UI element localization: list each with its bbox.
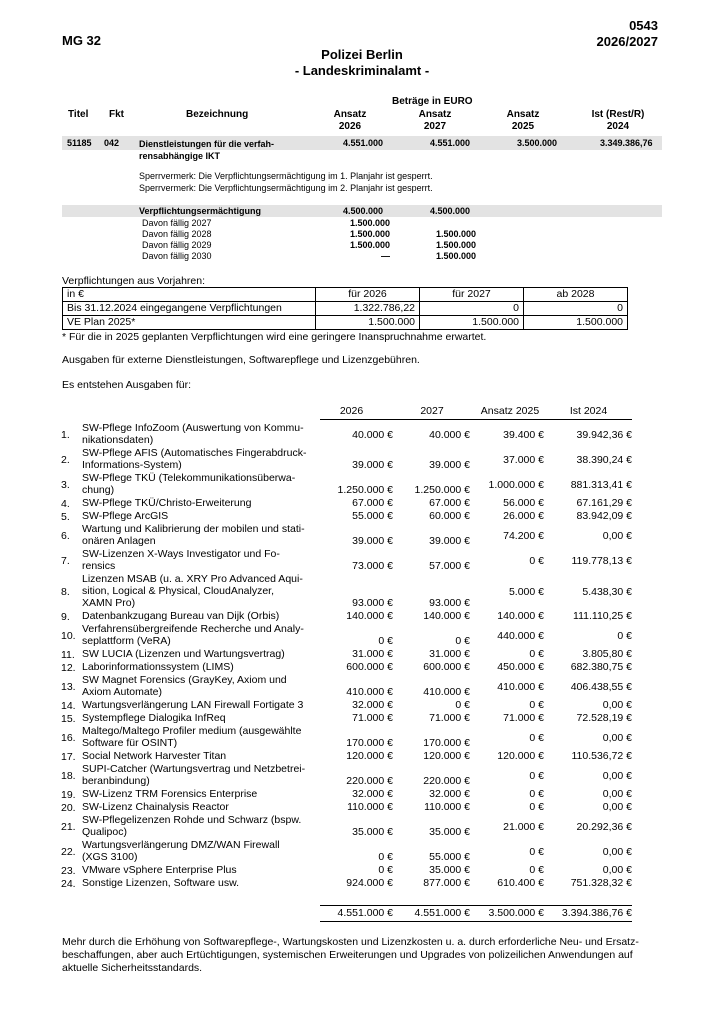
vorjahre-footnote: * Für die in 2025 geplanten Verpflichtungen wird eine geringere Inanspruchnahme erwartet.: [62, 331, 487, 343]
item-description-line: SW-Pflege TKÜ (Telekommunikationsüberwa-: [82, 472, 296, 484]
item-2027: 67.000 €: [429, 497, 470, 509]
main-row-2027: 4.551.000: [430, 138, 471, 148]
item-2025: 71.000 €: [503, 712, 544, 724]
total-2027: 4.551.000 €: [414, 907, 470, 919]
item-description: [82, 523, 314, 547]
ve-due-label: Davon fällig 2029: [142, 240, 212, 250]
item-description-line: Systempflege Dialogika InfReq: [82, 712, 226, 724]
item-2027: 55.000 €: [429, 851, 470, 863]
page-code: 0543: [629, 18, 658, 33]
item-description-line: SW-Lizenz TRM Forensics Enterprise: [82, 788, 258, 800]
item-2026: 39.000 €: [352, 535, 393, 547]
ve-2026: 4.500.000: [343, 206, 384, 216]
item-2025: 21.000 €: [503, 820, 544, 833]
vorjahre-header-cell: für 2027: [420, 288, 524, 302]
col-bezeichnung: Bezeichnung: [186, 109, 249, 120]
item-description: [82, 750, 314, 762]
vorjahre-header-cell: in €: [63, 288, 316, 302]
sperrvermerk-2: Sperrvermerk: Die Verpflichtungsermächtigung im 2. Planjahr ist gesperrt.: [139, 183, 433, 193]
item-2026: 39.000 €: [352, 459, 393, 471]
totals-underline: [320, 921, 632, 922]
totals-rule: [320, 905, 632, 906]
total-2026: 4.551.000 €: [337, 907, 393, 919]
item-ist-2024: 0,00 €: [602, 801, 632, 813]
item-number: 2.: [61, 453, 70, 466]
item-description-line: seplattform (VeRA): [82, 635, 171, 647]
item-ist-2024: 881.313,41 €: [570, 478, 632, 491]
vorjahre-cell: Bis 31.12.2024 eingegangene Verpflichtungen: [63, 302, 316, 316]
item-description-line: beranbindung): [82, 775, 150, 787]
item-2027: 39.000 €: [429, 535, 470, 547]
item-2026: 1.250.000 €: [337, 484, 393, 496]
item-ist-2024: 5.438,30 €: [582, 585, 632, 598]
item-ist-2024: 110.536,72 €: [571, 750, 632, 762]
item-2025: 0 €: [529, 769, 544, 782]
item-description: [82, 610, 314, 622]
item-ist-2024: 0,00 €: [602, 864, 632, 876]
item-description-line: SW-Pflege InfoZoom (Auswertung von Kommu-: [82, 422, 304, 434]
main-row-fkt: 042: [104, 138, 120, 148]
item-number: 17.: [61, 750, 76, 763]
main-row-ist: 3.349.386,76: [600, 138, 653, 148]
item-2026: 600.000 €: [346, 661, 393, 673]
item-2025: 0 €: [529, 864, 544, 876]
agency-subtitle: - Landeskriminalamt -: [294, 63, 430, 78]
item-number: 6.: [61, 529, 70, 542]
item-2026: 220.000 €: [346, 775, 393, 787]
item-number: 16.: [61, 731, 76, 744]
item-number: 3.: [61, 478, 70, 491]
vorjahre-cell: 1.500.000: [316, 316, 420, 330]
item-2027: 40.000 €: [429, 428, 470, 441]
item-2025: 140.000 €: [497, 610, 544, 622]
item-ist-2024: 119.778,13 €: [571, 554, 632, 567]
list-header-2024: Ist 2024: [569, 405, 608, 417]
item-2026: 32.000 €: [352, 788, 393, 800]
list-header-rule: [320, 419, 632, 420]
vorjahre-cell: 1.500.000: [524, 316, 628, 330]
item-2025: 5.000 €: [508, 585, 544, 598]
item-description: [82, 763, 314, 787]
ve-due-2026: 1.500.000: [349, 229, 390, 239]
item-ist-2024: 67.161,29 €: [576, 497, 632, 509]
item-2027: 0 €: [455, 635, 470, 647]
item-description-line: Axiom Automate): [82, 686, 162, 698]
col-ist-2024: Ist (Rest/R) 2024: [591, 109, 645, 132]
item-description-line: Verfahrensübergreifende Recherche und Analy-: [82, 623, 304, 635]
item-number: 23.: [61, 864, 76, 877]
item-description-line: SW-Pflege AFIS (Automatisches Fingerabdruck-: [82, 447, 307, 459]
item-2026: 0 €: [378, 635, 393, 647]
item-2025: 0 €: [529, 648, 544, 660]
item-description-line: SUPI-Catcher (Wartungsvertrag und Netzbetrei-: [82, 763, 306, 775]
item-description-line: SW LUCIA (Lizenzen und Wartungsvertrag): [82, 648, 285, 660]
item-2025: 610.400 €: [497, 877, 544, 889]
item-2026: 35.000 €: [352, 826, 393, 838]
item-description-line: (XGS 3100): [82, 851, 138, 863]
main-row-titel: 51185: [67, 138, 92, 148]
item-description-line: SW-Pflege ArcGIS: [82, 510, 169, 522]
item-2027: 93.000 €: [429, 597, 470, 609]
item-ist-2024: 0,00 €: [602, 769, 632, 782]
item-2025: 37.000 €: [503, 453, 544, 466]
item-2026: 0 €: [378, 864, 393, 876]
item-number: 1.: [61, 428, 70, 441]
ve-due-label: Davon fällig 2028: [142, 229, 212, 239]
item-ist-2024: 0,00 €: [602, 788, 632, 800]
item-2027: 35.000 €: [429, 826, 470, 838]
item-2025: 0 €: [529, 845, 544, 858]
main-row-bezeichnung: Dienstleistungen für die verfah- rensabhängige IKT: [139, 139, 275, 161]
item-description: [82, 447, 314, 471]
vorjahre-header-cell: für 2026: [316, 288, 420, 302]
item-2025: 26.000 €: [503, 510, 544, 522]
ve-due-label: Davon fällig 2027: [142, 218, 212, 228]
item-description-line: Sonstige Lizenzen, Software usw.: [82, 877, 240, 889]
item-2027: 110.000 €: [424, 801, 470, 813]
expenses-intro: Es entstehen Ausgaben für:: [62, 379, 192, 391]
item-number: 5.: [61, 510, 70, 523]
item-ist-2024: 3.805,80 €: [582, 648, 632, 660]
item-2026: 170.000 €: [346, 737, 393, 749]
item-2027: 877.000 €: [423, 877, 470, 889]
item-2027: 31.000 €: [429, 648, 470, 660]
sperrvermerk-1: Sperrvermerk: Die Verpflichtungsermächtigung im 1. Planjahr ist gesperrt.: [139, 171, 433, 181]
item-description-line: SW-Pflegelizenzen Rohde und Schwarz (bspw.: [82, 814, 302, 826]
item-2027: 35.000 €: [429, 864, 470, 876]
item-2027: 140.000 €: [423, 610, 470, 622]
vorjahre-header-row: [63, 288, 628, 302]
ve-due-2027: 1.500.000: [435, 251, 476, 261]
description-text: Ausgaben für externe Dienstleistungen, Softwarepflege und Lizenzgebühren.: [62, 354, 420, 366]
ve-due-2026: 1.500.000: [349, 218, 390, 228]
item-number: 14.: [61, 699, 76, 712]
item-2027: 170.000 €: [423, 737, 470, 749]
item-ist-2024: 83.942,09 €: [576, 510, 632, 522]
vorjahre-cell: 1.500.000: [420, 316, 524, 330]
item-ist-2024: 72.528,19 €: [576, 712, 632, 724]
item-2027: 0 €: [455, 699, 470, 711]
item-description: [82, 801, 314, 813]
item-2025: 0 €: [529, 554, 544, 567]
item-description-line: Wartungsverlängerung LAN Firewall Fortigate 3: [82, 699, 304, 711]
col-ansatz-2027: Ansatz 2027: [418, 109, 452, 132]
item-ist-2024: 39.942,36 €: [576, 428, 632, 441]
item-description-line: Social Network Harvester Titan: [82, 750, 227, 762]
item-number: 21.: [61, 820, 76, 833]
document-code: MG 32: [62, 33, 102, 48]
item-2026: 140.000 €: [346, 610, 393, 622]
item-2026: 55.000 €: [352, 510, 393, 522]
item-number: 20.: [61, 801, 76, 814]
item-description: [82, 712, 314, 724]
item-2025: 74.200 €: [503, 529, 544, 542]
item-description: [82, 877, 314, 889]
item-number: 11.: [61, 648, 75, 661]
total-2024: 3.394.386,76 €: [561, 907, 632, 919]
ve-due-2027: 1.500.000: [435, 229, 476, 239]
item-2027: 600.000 €: [423, 661, 470, 673]
item-2025: 0 €: [529, 788, 544, 800]
item-number: 7.: [61, 554, 70, 567]
item-ist-2024: 20.292,36 €: [576, 820, 632, 833]
ve-due-2027: 1.500.000: [435, 240, 476, 250]
item-2025: 39.400 €: [503, 428, 544, 441]
item-2026: 110.000 €: [347, 801, 393, 813]
vorjahre-cell: 0: [420, 302, 524, 316]
col-fkt: Fkt: [109, 109, 124, 120]
item-number: 4.: [61, 497, 70, 510]
item-2027: 57.000 €: [429, 560, 470, 572]
item-2026: 71.000 €: [352, 712, 393, 724]
item-number: 15.: [61, 712, 76, 725]
item-ist-2024: 751.328,32 €: [570, 877, 632, 889]
item-description: [82, 548, 314, 572]
item-ist-2024: 682.380,75 €: [570, 661, 632, 673]
item-2025: 1.000.000 €: [488, 478, 544, 491]
item-description-line: chung): [82, 484, 115, 496]
item-number: 8.: [61, 585, 70, 598]
item-2026: 93.000 €: [352, 597, 393, 609]
vorjahre-row: [63, 302, 628, 316]
ve-due-label: Davon fällig 2030: [142, 251, 212, 261]
main-row-2026: 4.551.000: [343, 138, 384, 148]
vorjahre-cell: 0: [524, 302, 628, 316]
total-2025: 3.500.000 €: [488, 907, 544, 919]
item-description: [82, 674, 314, 698]
item-description: [82, 864, 314, 876]
item-description-line: nikationsdaten): [82, 434, 154, 446]
item-description-line: Software für OSINT): [82, 737, 178, 749]
item-description: [82, 497, 314, 509]
vorjahre-cell: 1.322.786,22: [316, 302, 420, 316]
item-description: [82, 510, 314, 522]
item-description: [82, 661, 314, 673]
item-description-line: VMware vSphere Enterprise Plus: [82, 864, 237, 876]
item-2026: 410.000 €: [346, 686, 393, 698]
item-2026: 31.000 €: [352, 648, 393, 660]
vorjahre-cell: VE Plan 2025*: [63, 316, 316, 330]
item-2027: 32.000 €: [429, 788, 470, 800]
item-description-line: SW-Lizenzen X-Ways Investigator und Fo-: [82, 548, 280, 560]
item-description: [82, 422, 314, 446]
item-description-line: Wartungsverlängerung DMZ/WAN Firewall: [82, 839, 280, 851]
item-description-line: SW-Lizenz Chainalysis Reactor: [82, 801, 229, 813]
item-2027: 39.000 €: [429, 459, 470, 471]
item-description-line: Datenbankzugang Bureau van Dijk (Orbis): [82, 610, 280, 622]
item-description: [82, 839, 314, 863]
item-ist-2024: 0,00 €: [602, 529, 632, 542]
col-ansatz-2026: Ansatz 2026: [333, 109, 367, 132]
item-ist-2024: 0 €: [617, 629, 632, 642]
plan-years: 2026/2027: [596, 34, 658, 49]
item-number: 12.: [61, 661, 76, 674]
main-row-2025: 3.500.000: [517, 138, 558, 148]
item-2025: 0 €: [529, 731, 544, 744]
item-description-line: sition, Logical & Physical, CloudAnalyzer,: [82, 585, 275, 597]
item-number: 24.: [61, 877, 76, 890]
list-header-2026: 2026: [339, 405, 364, 417]
item-2027: 71.000 €: [429, 712, 470, 724]
item-description-line: SW-Pflege TKÜ/Christo-Erweiterung: [82, 497, 252, 509]
agency-title: Polizei Berlin: [321, 47, 403, 62]
item-2026: 40.000 €: [352, 428, 393, 441]
item-description-line: Qualipoc): [82, 826, 127, 838]
item-description-line: Maltego/Maltego Profiler medium (ausgewählte: [82, 725, 302, 737]
item-number: 19.: [61, 788, 76, 801]
item-description-line: Wartung und Kalibrierung der mobilen und stati-: [82, 523, 305, 535]
item-2026: 0 €: [378, 851, 393, 863]
item-description: [82, 573, 314, 609]
item-ist-2024: 38.390,24 €: [576, 453, 632, 466]
item-2025: 410.000 €: [497, 680, 544, 693]
ve-due-2026: —: [381, 251, 390, 261]
col-ansatz-2025: Ansatz 2025: [506, 109, 540, 132]
item-2026: 67.000 €: [352, 497, 393, 509]
item-description-line: Laborinformationssystem (LIMS): [82, 661, 234, 673]
list-header-2027: 2027: [420, 405, 444, 417]
item-number: 13.: [61, 680, 76, 693]
item-number: 10.: [61, 629, 76, 642]
item-description: [82, 623, 314, 647]
closing-text: Mehr durch die Erhöhung von Softwarepflege-, Wartungskosten und Lizenzkosten u. a. durch erforderliche Neu- und Ersatz- beschaffungen, aber auch Ertüchtigungen, systemischen Erweiterungen und Upgrades von polizeilichen Anwendungen auf aktuelle Sicherheitsstandards.: [62, 936, 639, 974]
item-description-line: rensics: [82, 560, 116, 572]
item-ist-2024: 0,00 €: [602, 845, 632, 858]
item-description: [82, 699, 314, 711]
item-2027: 220.000 €: [423, 775, 470, 787]
item-description-line: SW Magnet Forensics (GrayKey, Axiom und: [82, 674, 287, 686]
page-number: [597, 18, 658, 50]
vorjahre-title: Verpflichtungen aus Vorjahren:: [62, 275, 206, 287]
item-ist-2024: 0,00 €: [602, 731, 632, 744]
item-2027: 410.000 €: [423, 686, 470, 698]
item-description-line: XAMN Pro): [82, 597, 136, 609]
item-2025: 56.000 €: [503, 497, 544, 509]
item-description-line: Informations-System): [82, 459, 182, 471]
item-number: 9.: [61, 610, 70, 623]
item-description-line: onären Anlagen: [82, 535, 156, 547]
item-ist-2024: 111.110,25 €: [573, 610, 632, 622]
item-2025: 120.000 €: [497, 750, 544, 762]
item-number: 22.: [61, 845, 76, 858]
vorjahre-table: [62, 287, 628, 330]
vorjahre-row: [63, 316, 628, 330]
item-2027: 120.000 €: [423, 750, 470, 762]
item-2025: 450.000 €: [497, 661, 544, 673]
item-description: [82, 472, 314, 496]
item-description: [82, 788, 314, 800]
ve-due-2026: 1.500.000: [349, 240, 390, 250]
item-description: [82, 814, 314, 838]
item-2026: 32.000 €: [352, 699, 393, 711]
amounts-header: Beträge in EURO: [392, 96, 473, 107]
item-ist-2024: 406.438,55 €: [570, 680, 632, 693]
list-header-2025: Ansatz 2025: [480, 405, 540, 417]
vorjahre-header-cell: ab 2028: [524, 288, 628, 302]
item-2026: 73.000 €: [352, 560, 393, 572]
col-titel: Titel: [68, 109, 89, 120]
item-description-line: Lizenzen MSAB (u. a. XRY Pro Advanced Aqui-: [82, 573, 303, 585]
item-2025: 0 €: [529, 699, 544, 711]
item-2026: 924.000 €: [346, 877, 393, 889]
item-2025: 440.000 €: [497, 629, 544, 642]
item-number: 18.: [61, 769, 76, 782]
item-2025: 0 €: [529, 801, 544, 813]
item-2026: 120.000 €: [346, 750, 393, 762]
item-ist-2024: 0,00 €: [602, 699, 632, 711]
item-description: [82, 648, 314, 660]
item-2027: 60.000 €: [429, 510, 470, 522]
item-description: [82, 725, 314, 749]
ve-2027: 4.500.000: [430, 206, 471, 216]
ve-label: Verpflichtungsermächtigung: [139, 206, 262, 216]
item-2027: 1.250.000 €: [414, 484, 470, 496]
